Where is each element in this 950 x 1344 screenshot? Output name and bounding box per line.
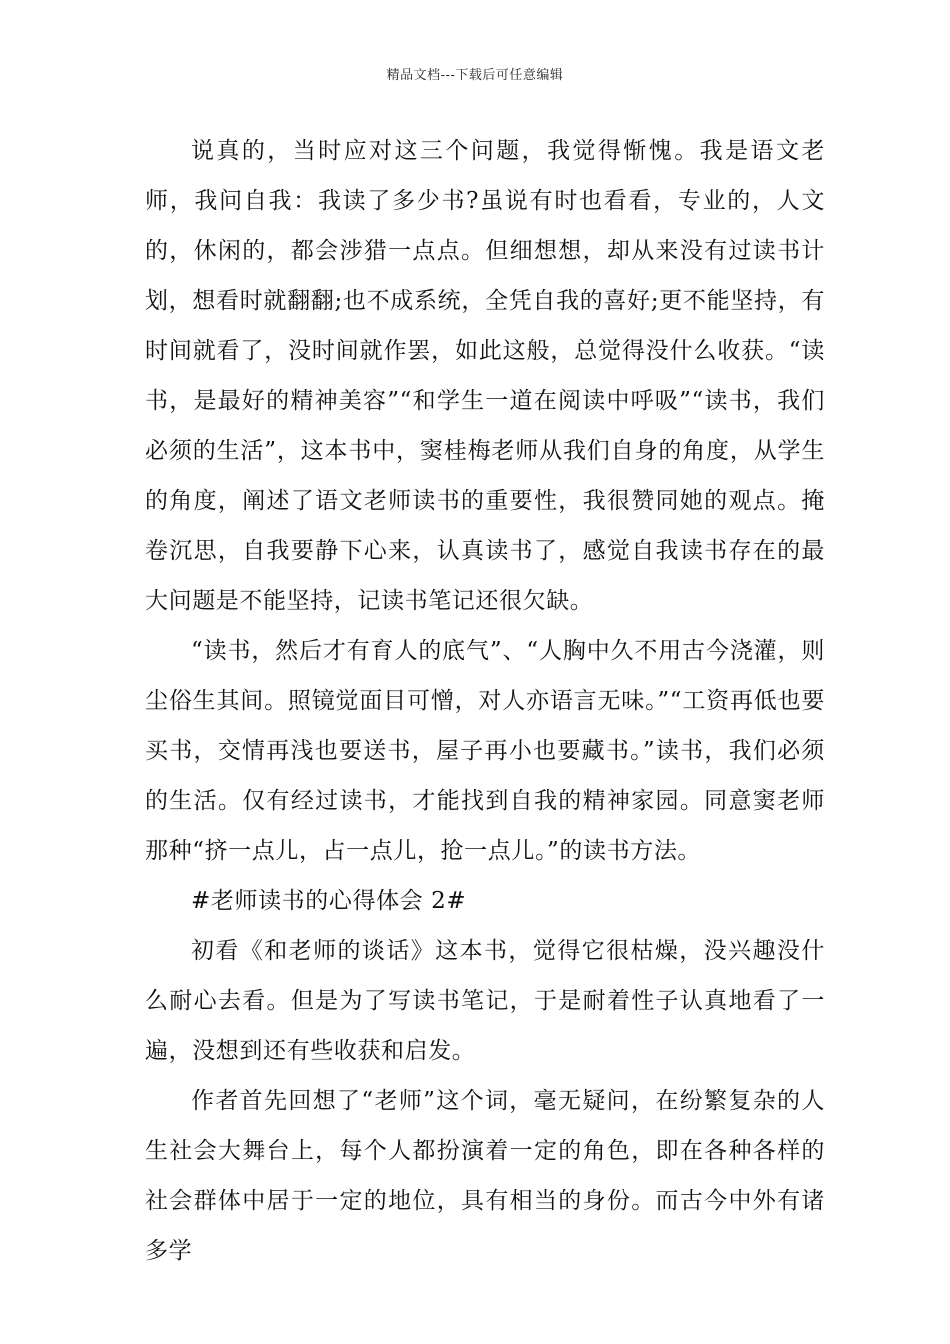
paragraph-3: 初看《和老师的谈话》这本书，觉得它很枯燥，没兴趣没什么耐心去看。但是为了写读书笔记，于是耐着性子认真地看了一遍，没想到还有些收获和启发。 <box>145 938 825 1064</box>
paragraph-2: “读书，然后才有育人的底气”、“人胸中久不用古今浇灌，则尘俗生其间。照镜觉面目可憎，对人亦语言无味。”“工资再低也要买书，交情再浅也要送书，屋子再小也要藏书。”读书，我们必须的生活。仅有经过读书，才能找到自我的精神家园。同意窦老师那种“挤一点儿，占一点儿，抢一点儿。”的读书方法。 <box>145 638 825 864</box>
page-header: 精品文档---下载后可任意编辑 <box>386 68 564 83</box>
paragraph-1: 说真的，当时应对这三个问题，我觉得惭愧。我是语文老师，我问自我：我读了多少书?虽说有时也看看，专业的，人文的，休闲的，都会涉猎一点点。但细想想，却从来没有过读书计划，想看时就翻翻;也不成系统，全凭自我的喜好;更不能坚持，有时间就看了，没时间就作罢，如此这般，总觉得没什么收获。“读书，是最好的精神美容”“和学生一道在阅读中呼吸”“读书，我们必须的生活”，这本书中，窦桂梅老师从我们自身的角度，从学生的角度，阐述了语文老师读书的重要性，我很赞同她的观点。掩卷沉思，自我要静下心来，认真读书了，感觉自我读书存在的最大问题是不能坚持，记读书笔记还很欠缺。 <box>145 138 825 614</box>
paragraph-4: 作者首先回想了“老师”这个词，毫无疑问，在纷繁复杂的人生社会大舞台上，每个人都扮演着一定的角色，即在各种各样的社会群体中居于一定的地位，具有相当的身份。而古今中外有诸多学 <box>145 1088 825 1264</box>
section-heading: #老师读书的心得体会 2# <box>191 888 467 914</box>
document-body <box>145 126 825 1276</box>
